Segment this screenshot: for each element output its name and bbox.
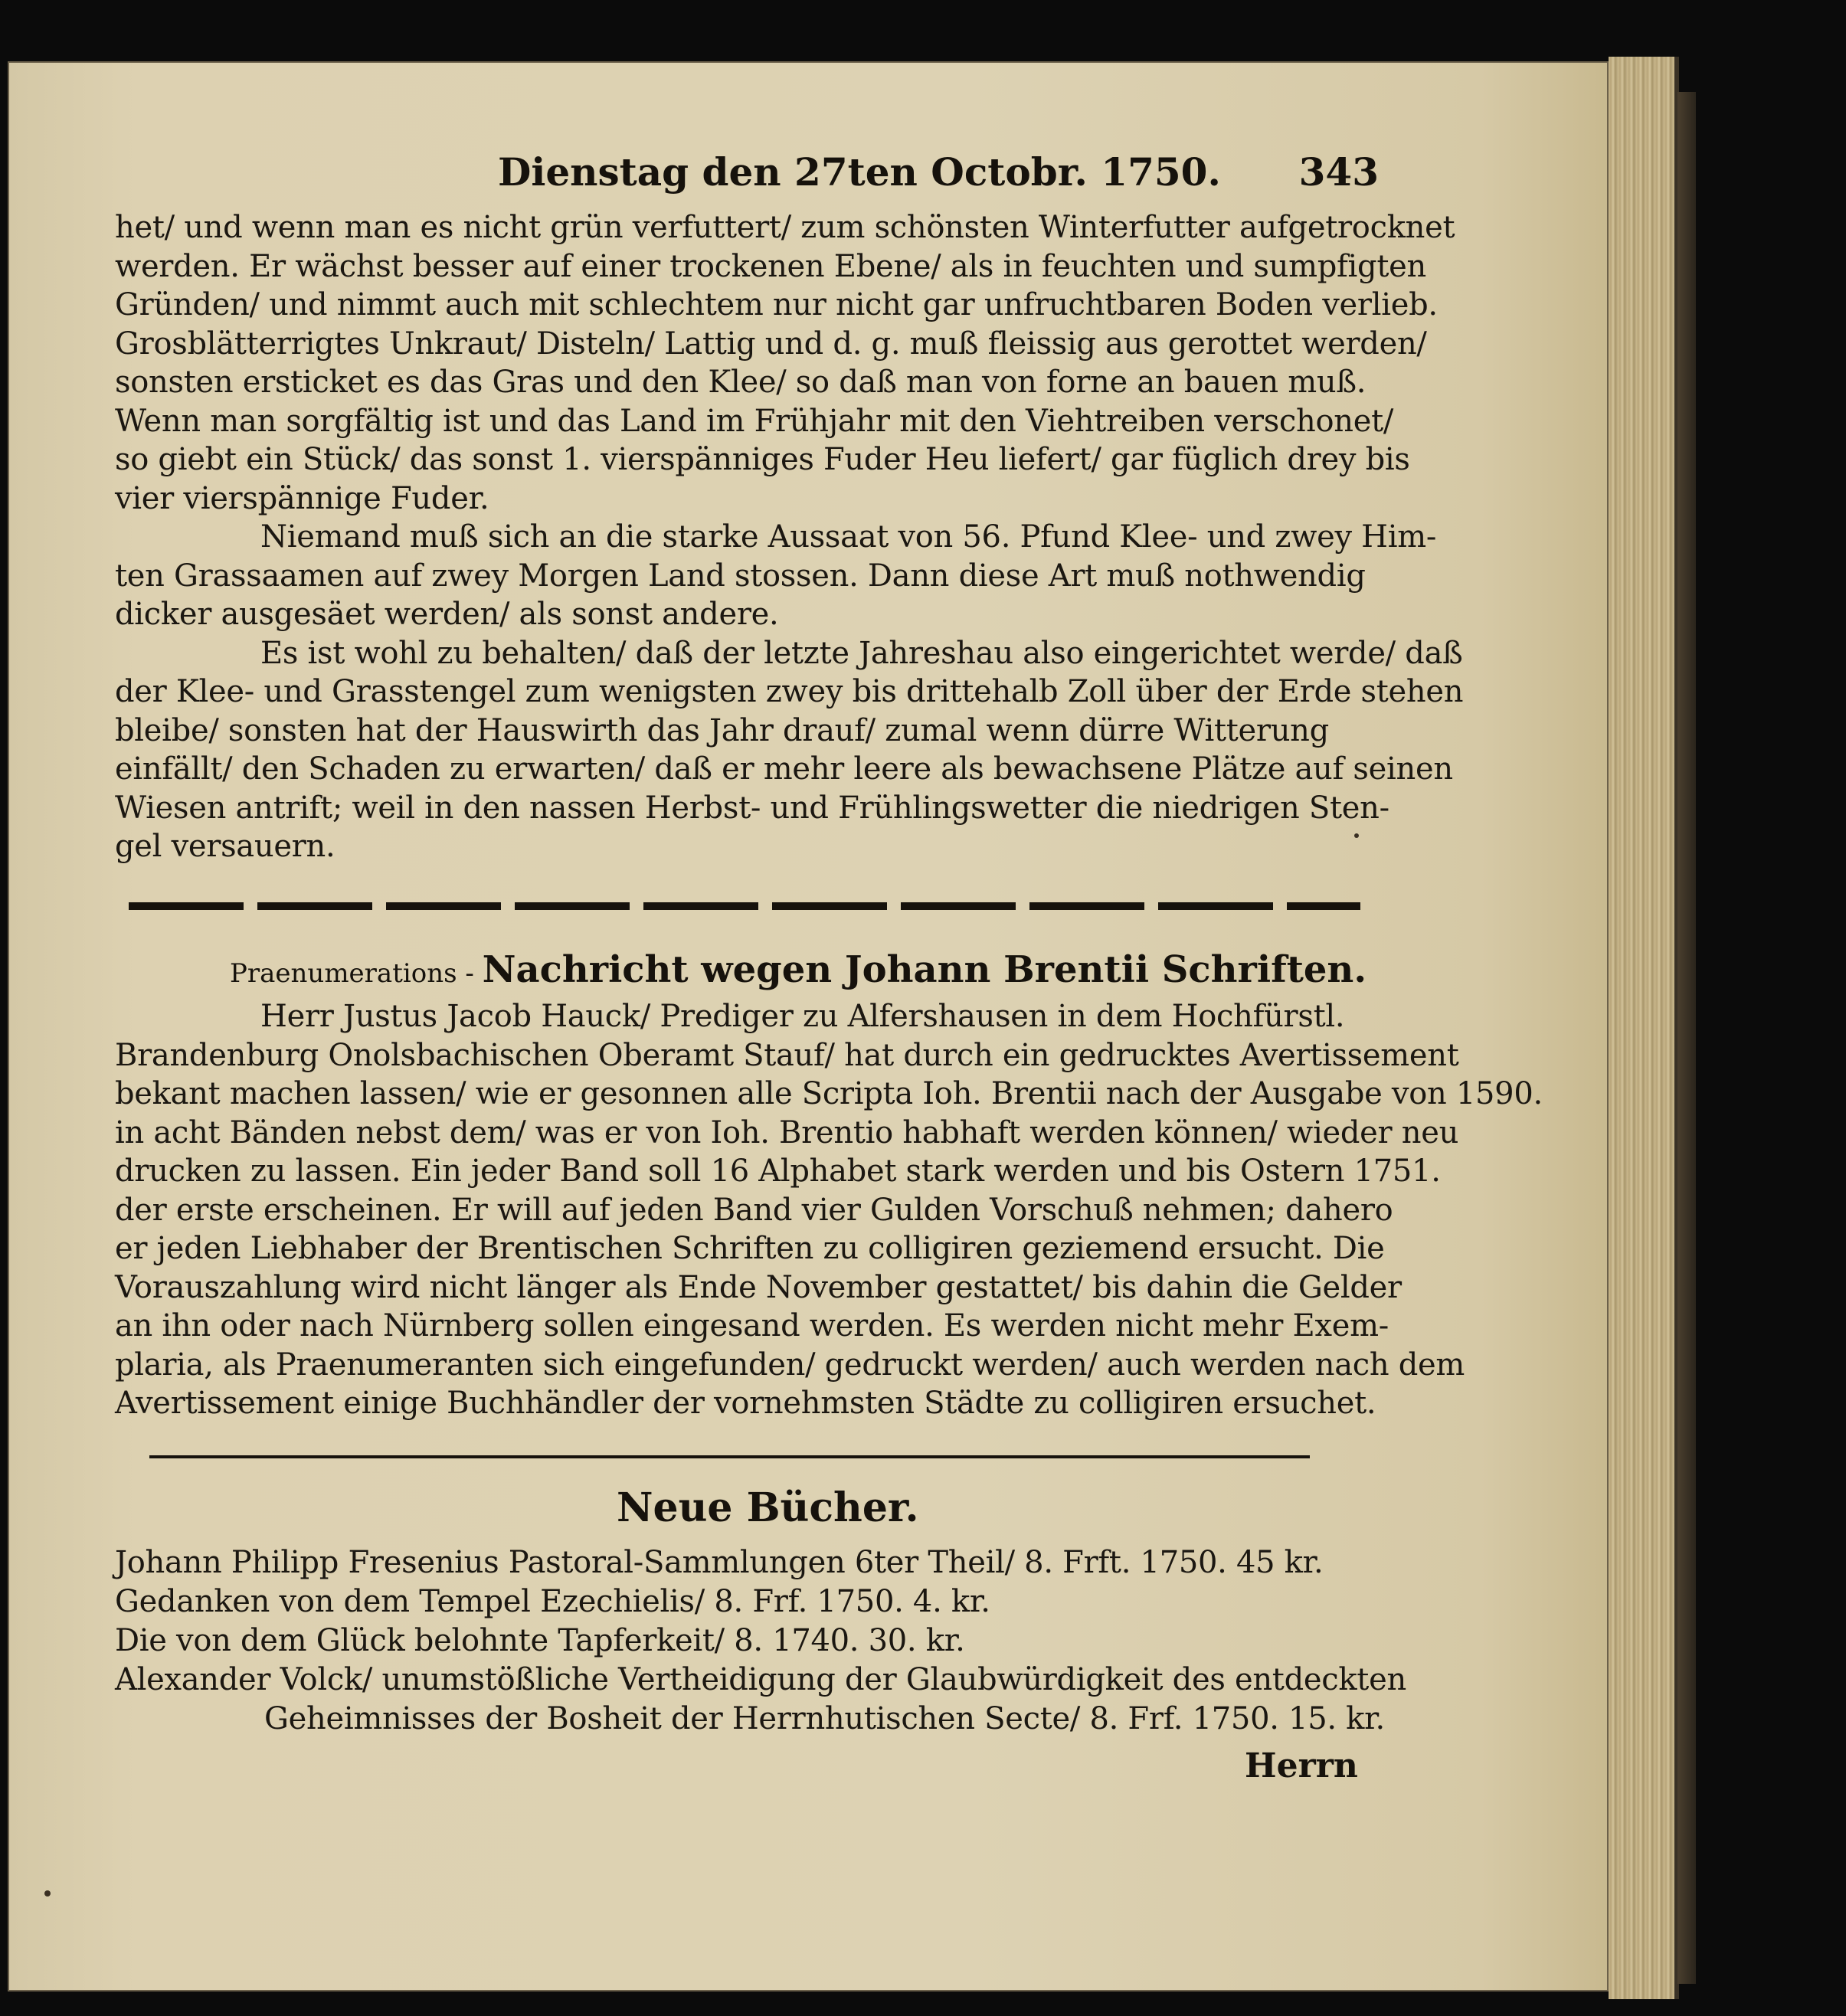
book-list <box>115 1543 1406 1739</box>
text-line: dicker ausgesäet werden/ als sonst andere. <box>115 597 779 632</box>
text-line: so giebt ein Stück/ das sonst 1. vierspänniges Fuder Heu liefert/ gar füglich drey bis <box>115 442 1410 477</box>
text-line: ten Grassaamen auf zwey Morgen Land stossen. Dann diese Art muß nothwendig <box>115 558 1366 594</box>
notice-heading <box>230 948 1366 994</box>
text-line: bekant machen lassen/ wie er gesonnen alle Scripta Ioh. Brentii nach der Ausgabe von 1590. <box>115 1076 1543 1111</box>
section-divider-solid <box>149 1455 1310 1458</box>
page-number: 343 <box>1298 149 1379 195</box>
book-entry: Alexander Volck/ unumstößliche Vertheidigung der Glaubwürdigkeit des entdeckten <box>115 1662 1406 1697</box>
text-line: Niemand muß sich an die starke Aussaat von 56. Pfund Klee- und zwey Him- <box>260 519 1437 555</box>
book-entry: Gedanken von dem Tempel Ezechielis/ 8. Frf. 1750. 4. kr. <box>115 1584 990 1619</box>
text-line: Wenn man sorgfältig ist und das Land im Frühjahr mit den Viehtreiben verschonet/ <box>115 403 1394 439</box>
page-edge <box>1609 57 1679 1999</box>
text-line: Grosblätterrigtes Unkraut/ Disteln/ Lattig und d. g. muß fleissig aus gerottet werden/ <box>115 326 1427 362</box>
text-line: er jeden Liebhaber der Brentischen Schriften zu colligiren geziemend ersucht. Die <box>115 1231 1385 1266</box>
text-line: der erste erscheinen. Er will auf jeden Band vier Gulden Vorschuß nehmen; dahero <box>115 1192 1393 1228</box>
article-text <box>115 208 1464 866</box>
text-line: vier vierspännige Fuder. <box>115 480 489 516</box>
text-line: in acht Bänden nebst dem/ was er von Ioh. Brentio habhaft werden können/ wieder neu <box>115 1114 1459 1150</box>
books-heading: Neue Bücher. <box>617 1484 919 1531</box>
text-line: Avertissement einige Buchhändler der vornehmsten Städte zu colligiren ersuchet. <box>115 1386 1376 1421</box>
notice-heading-main: Nachricht wegen Johann Brentii Schriften. <box>482 948 1367 991</box>
text-line: Herr Justus Jacob Hauck/ Prediger zu Alfershausen in dem Hochfürstl. <box>260 999 1345 1034</box>
text-line: het/ und wenn man es nicht grün verfuttert/ zum schönsten Winterfutter aufgetrocknet <box>115 210 1455 245</box>
book-entry: Johann Philipp Fresenius Pastoral-Sammlungen 6ter Theil/ 8. Frft. 1750. 45 kr. <box>115 1545 1324 1580</box>
text-line: bleibe/ sonsten hat der Hauswirth das Jahr drauf/ zumal wenn dürre Witterung <box>115 712 1329 748</box>
text-line: Wiesen antrift; weil in den nassen Herbst- und Frühlingswetter die niedrigen Sten- <box>115 790 1389 826</box>
notice-heading-prefix: Praenumerations - <box>230 958 483 989</box>
running-head <box>498 149 1379 195</box>
text-line: sonsten ersticket es das Gras und den Klee/ so daß man von forne an bauen muß. <box>115 365 1366 400</box>
notice-text <box>115 997 1543 1423</box>
text-line: werden. Er wächst besser auf einer trockenen Ebene/ als in feuchten und sumpfigten <box>115 248 1426 284</box>
text-line: Vorauszahlung wird nicht länger als Ende November gestattet/ bis dahin die Gelder <box>115 1269 1402 1305</box>
text-line: Brandenburg Onolsbachischen Oberamt Stauf/ hat durch ein gedrucktes Avertissement <box>115 1037 1459 1073</box>
running-head-title: Dienstag den 27ten Octobr. 1750. <box>498 149 1221 195</box>
text-line: der Klee- und Grasstengel zum wenigsten zwey bis drittehalb Zoll über der Erde stehen <box>115 674 1464 709</box>
text-line: an ihn oder nach Nürnberg sollen eingesand werden. Es werden nicht mehr Exem- <box>115 1308 1389 1343</box>
book-spine-shadow <box>1677 92 1696 1984</box>
book-entry-continuation: Geheimnisses der Bosheit der Herrnhutischen Secte/ 8. Frf. 1750. 15. kr. <box>264 1701 1385 1736</box>
paper-speck <box>1354 833 1359 838</box>
text-line: drucken zu lassen. Ein jeder Band soll 16 Alphabet stark werden und bis Ostern 1751. <box>115 1154 1441 1189</box>
catchword: Herrn <box>1245 1746 1358 1785</box>
text-line: gel versauern. <box>115 829 335 864</box>
text-line: Es ist wohl zu behalten/ daß der letzte Jahreshau also eingerichtet werde/ daß <box>260 635 1463 671</box>
book-entry: Die von dem Glück belohnte Tapferkeit/ 8. 1740. 30. kr. <box>115 1623 965 1658</box>
text-line: Gründen/ und nimmt auch mit schlechtem nur nicht gar unfruchtbaren Boden verlieb. <box>115 287 1438 322</box>
text-line: plaria, als Praenumeranten sich eingefunden/ gedruckt werden/ auch werden nach dem <box>115 1347 1465 1383</box>
paper-speck <box>44 1890 51 1897</box>
text-line: einfällt/ den Schaden zu erwarten/ daß er mehr leere als bewachsene Plätze auf seinen <box>115 751 1453 787</box>
section-divider-dashed <box>129 902 1360 910</box>
